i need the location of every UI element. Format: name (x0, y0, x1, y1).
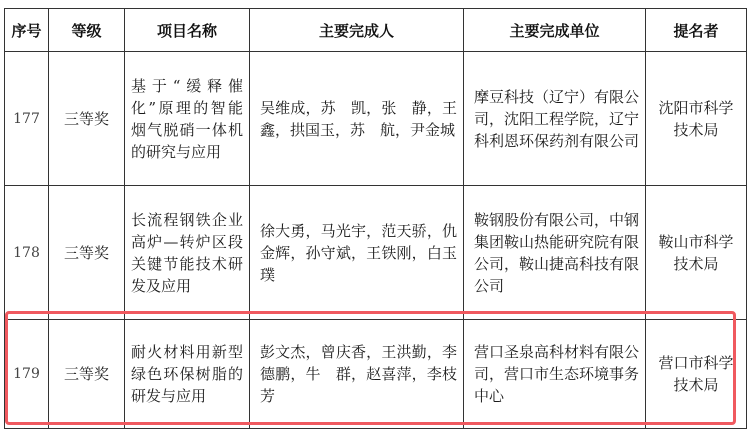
row-no: 177 (5, 52, 49, 186)
header-people: 主要完成人 (250, 9, 464, 52)
row-unit: 摩豆科技（辽宁）有限公司，沈阳工程学院，辽宁科利恩环保药剂有限公司 (464, 52, 646, 186)
header-grade: 等级 (49, 9, 125, 52)
row-people: 吴维成，苏 凯，张 静，王 鑫，拱国玉，苏 航，尹金城 (250, 52, 464, 186)
row-grade: 三等奖 (49, 52, 125, 186)
row-project: 长流程钢铁企业高炉—转炉区段关键节能技术研发及应用 (125, 186, 250, 320)
row-nominator: 沈阳市科学技术局 (646, 52, 747, 186)
table-row (5, 52, 747, 186)
table-row (5, 186, 747, 320)
row-project: 基于“缓释催化”原理的智能烟气脱硝一体机的研究与应用 (125, 52, 250, 186)
header-unit: 主要完成单位 (464, 9, 646, 52)
row-nominator: 鞍山市科学技术局 (646, 186, 747, 320)
row-grade: 三等奖 (49, 320, 125, 429)
row-nominator: 营口市科学技术局 (646, 320, 747, 429)
header-nominator: 提名者 (646, 9, 747, 52)
header-project: 项目名称 (125, 9, 250, 52)
row-no: 178 (5, 186, 49, 320)
row-project: 耐火材料用新型绿色环保树脂的研发与应用 (125, 320, 250, 429)
row-unit: 鞍钢股份有限公司，中钢集团鞍山热能研究院有限公司，鞍山捷高科技有限公司 (464, 186, 646, 320)
row-no: 179 (5, 320, 49, 429)
header-row (5, 9, 747, 52)
header-no: 序号 (5, 9, 49, 52)
table-row (5, 320, 747, 429)
row-unit: 营口圣泉高科材料有限公司，营口市生态环境事务中心 (464, 320, 646, 429)
row-grade: 三等奖 (49, 186, 125, 320)
row-people: 徐大勇，马光宇，范天骄，仇金辉，孙守斌，王铁刚，白玉璞 (250, 186, 464, 320)
row-people: 彭文杰，曾庆香，王洪勤，李德鹏，牛 群，赵喜萍，李枝芳 (250, 320, 464, 429)
award-table (4, 8, 747, 429)
